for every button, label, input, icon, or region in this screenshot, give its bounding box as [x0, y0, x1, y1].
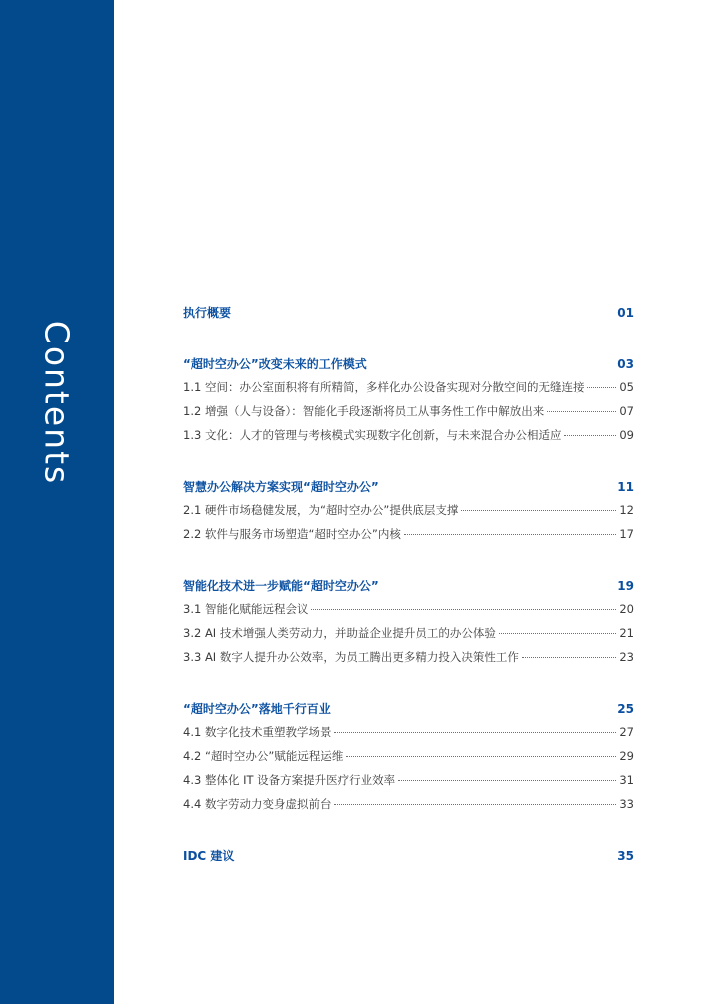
toc-heading-title: 执行概要 [183, 306, 232, 320]
toc-item-page: 33 [619, 797, 634, 811]
toc-section-1 [183, 355, 634, 451]
toc-leader [522, 657, 617, 658]
toc-item-page: 31 [619, 773, 634, 787]
toc-section-2 [183, 478, 634, 550]
toc-item-label: 1.2 增强（人与设备）：智能化手段逐渐将员工从事务性工作中解放出来 [183, 404, 545, 418]
toc-section-3 [183, 577, 634, 673]
toc-item-label: 2.1 硬件市场稳健发展，为“超时空办公”提供底层支撑 [183, 503, 459, 517]
toc-leader [346, 756, 616, 757]
toc-item-row[interactable] [183, 427, 634, 451]
toc-heading-page: 19 [617, 579, 634, 593]
toc-heading-page: 03 [617, 357, 634, 371]
toc-leader [461, 510, 616, 511]
toc-heading-title: 智能化技术进一步赋能“超时空办公” [183, 579, 379, 593]
toc-item-page: 29 [619, 749, 634, 763]
toc-section-idc-recommendations [183, 847, 634, 871]
toc-heading-title: “超时空办公”改变未来的工作模式 [183, 357, 367, 371]
toc-item-page: 17 [619, 527, 634, 541]
toc-item-page: 20 [619, 602, 634, 616]
toc-leader [334, 804, 616, 805]
toc-item-label: 3.2 AI 技术增强人类劳动力，并助益企业提升员工的办公体验 [183, 626, 496, 640]
toc-item-page: 09 [619, 428, 634, 442]
toc-item-page: 23 [619, 650, 634, 664]
toc-item-label: 2.2 软件与服务市场塑造“超时空办公”内核 [183, 527, 401, 541]
toc-heading-row[interactable] [183, 355, 634, 379]
toc-heading-page: 25 [617, 702, 634, 716]
toc-item-row[interactable] [183, 526, 634, 550]
toc-item-row[interactable] [183, 748, 634, 772]
toc-item-row[interactable] [183, 403, 634, 427]
toc-item-row[interactable] [183, 772, 634, 796]
toc-item-row[interactable] [183, 379, 634, 403]
toc-leader [564, 435, 616, 436]
toc-leader [404, 534, 617, 535]
toc-item-page: 21 [619, 626, 634, 640]
toc-item-row[interactable] [183, 724, 634, 748]
toc-heading-row[interactable] [183, 304, 634, 328]
toc-item-label: 4.3 整体化 IT 设备方案提升医疗行业效率 [183, 773, 396, 787]
table-of-contents [183, 304, 634, 898]
toc-item-label: 3.3 AI 数字人提升办公效率，为员工腾出更多精力投入决策性工作 [183, 650, 519, 664]
sidebar [0, 0, 114, 1004]
toc-item-label: 4.4 数字劳动力变身虚拟前台 [183, 797, 332, 811]
toc-item-row[interactable] [183, 625, 634, 649]
toc-item-row[interactable] [183, 649, 634, 673]
toc-item-page: 05 [619, 380, 634, 394]
toc-leader [499, 633, 617, 634]
toc-item-page: 27 [619, 725, 634, 739]
toc-heading-title: IDC 建议 [183, 849, 235, 863]
toc-heading-row[interactable] [183, 847, 634, 871]
toc-heading-page: 35 [617, 849, 634, 863]
toc-item-label: 4.2 “超时空办公”赋能远程运维 [183, 749, 344, 763]
toc-section-executive-summary [183, 304, 634, 328]
toc-item-row[interactable] [183, 502, 634, 526]
toc-leader [334, 732, 616, 733]
toc-heading-row[interactable] [183, 478, 634, 502]
toc-heading-title: 智慧办公解决方案实现“超时空办公” [183, 480, 379, 494]
toc-heading-row[interactable] [183, 577, 634, 601]
toc-item-label: 1.3 文化：人才的管理与考核模式实现数字化创新，与未来混合办公相适应 [183, 428, 562, 442]
toc-heading-page: 01 [617, 306, 634, 320]
toc-item-label: 1.1 空间：办公室面积将有所精简，多样化办公设备实现对分散空间的无缝连接 [183, 380, 585, 394]
toc-item-page: 07 [619, 404, 634, 418]
toc-leader [547, 411, 616, 412]
toc-heading-page: 11 [617, 480, 634, 494]
toc-item-row[interactable] [183, 796, 634, 820]
toc-heading-title: “超时空办公”落地千行百业 [183, 702, 331, 716]
toc-leader [587, 387, 616, 388]
toc-section-4 [183, 700, 634, 820]
toc-leader [311, 609, 616, 610]
toc-item-label: 3.1 智能化赋能远程会议 [183, 602, 309, 616]
toc-heading-row[interactable] [183, 700, 634, 724]
toc-item-row[interactable] [183, 601, 634, 625]
toc-leader [398, 780, 616, 781]
toc-item-label: 4.1 数字化技术重塑教学场景 [183, 725, 332, 739]
sidebar-title: Contents [37, 320, 77, 486]
toc-item-page: 12 [619, 503, 634, 517]
